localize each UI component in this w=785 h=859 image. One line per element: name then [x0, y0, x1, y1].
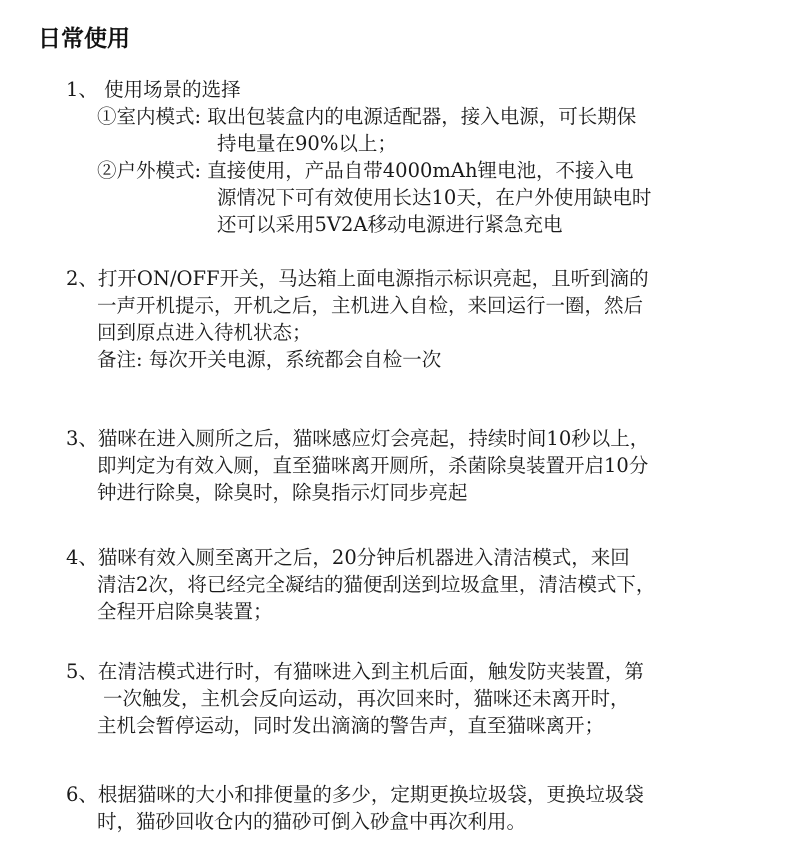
section-5-line: 5、在清洁模式进行时，有猫咪进入到主机后面，触发防夹装置，第 [66, 660, 644, 683]
section-3-line: 即判定为有效入厕，直至猫咪离开厕所，杀菌除臭装置开启10分 [97, 454, 649, 477]
section-3-line: 3、猫咪在进入厕所之后，猫咪感应灯会亮起，持续时间10秒以上， [66, 427, 650, 450]
section-1-line: 还可以采用5V2A移动电源进行紧急充电 [217, 213, 563, 236]
section-3-line: 钟进行除臭，除臭时，除臭指示灯同步亮起 [97, 481, 468, 504]
section-2-line: 回到原点进入待机状态； [97, 321, 312, 344]
section-4-line: 4、猫咪有效入厕至离开之后，20分钟后机器进入清洁模式，来回 [66, 546, 630, 569]
section-6-line: 时，猫砂回收仓内的猫砂可倒入砂盒中再次利用。 [97, 810, 527, 833]
section-1-line: ②户外模式: 直接使用，产品自带4000mAh锂电池，不接入电 [97, 159, 634, 182]
section-5-line: 主机会暂停运动，同时发出滴滴的警告声，直至猫咪离开； [97, 714, 605, 737]
section-2-line: 2、打开ON/OFF开关，马达箱上面电源指示标识亮起，且听到滴的 [66, 267, 649, 290]
section-6-line: 6、根据猫咪的大小和排便量的多少，定期更换垃圾袋，更换垃圾袋 [66, 783, 644, 806]
section-2-line: 一声开机提示，开机之后，主机进入自检，来回运行一圈，然后 [97, 294, 644, 317]
section-1-line: 源情况下可有效使用长达10天，在户外使用缺电时 [217, 186, 652, 209]
section-1-line: ①室内模式: 取出包装盒内的电源适配器，接入电源，可长期保 [97, 105, 637, 128]
section-1-line: 持电量在90%以上； [217, 132, 397, 155]
section-2-note: 备注: 每次开关电源，系统都会自检一次 [97, 348, 442, 371]
section-5-line: 一次触发，主机会反向运动，再次回来时，猫咪还未离开时， [103, 687, 630, 710]
section-4-line: 清洁2次，将已经完全凝结的猫便刮送到垃圾盒里，清洁模式下， [97, 573, 656, 596]
page-title: 日常使用 [38, 26, 130, 52]
section-4-line: 全程开启除臭装置； [97, 600, 273, 623]
section-1-heading: 1、 使用场景的选择 [66, 78, 241, 101]
